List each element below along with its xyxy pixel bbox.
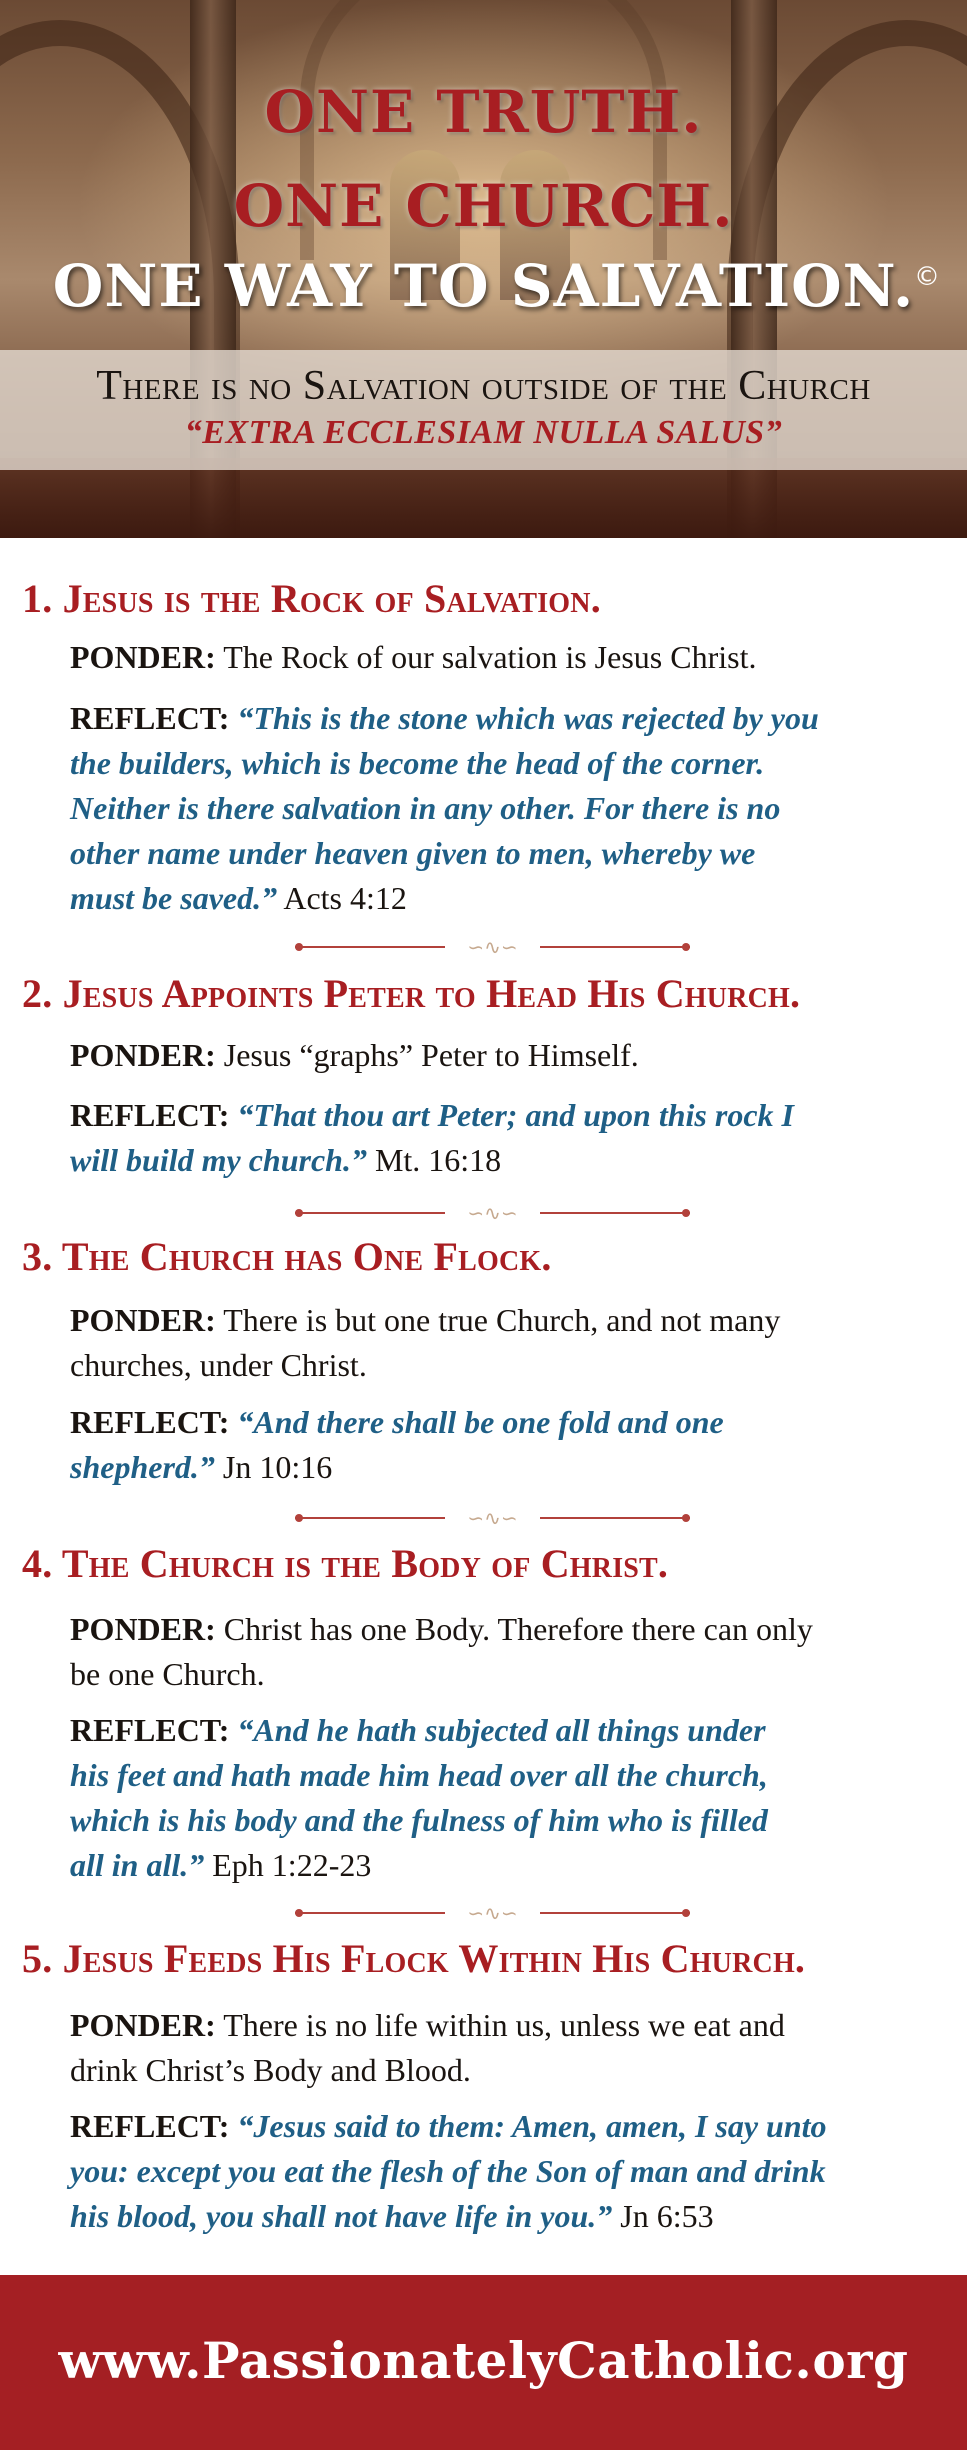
ponder-text: churches, under Christ.	[70, 1347, 367, 1383]
header-hero	[0, 0, 967, 538]
section-title: 3. The Church has One Flock.	[22, 1234, 552, 1279]
ponder-line	[70, 1033, 930, 1078]
divider-ornament: ∽∿∽	[467, 935, 518, 959]
reflect-label: REFLECT:	[70, 1097, 230, 1133]
reflect-label: REFLECT:	[70, 700, 230, 736]
scripture-reference: Acts 4:12	[283, 880, 407, 916]
reflect-quote-line: “And there shall be one fold and one	[237, 1404, 724, 1440]
reflect-block	[70, 2104, 930, 2239]
ornamental-divider	[295, 1203, 690, 1223]
ponder-text: There is no life within us, unless we eat and	[223, 2007, 785, 2043]
banner-latin: “EXTRA ECCLESIAM NULLA SALUS”	[184, 414, 783, 451]
motto-banner	[0, 350, 967, 470]
reflect-quote-line: which is his body and the fulness of him who is filled	[70, 1802, 768, 1838]
reflect-quote-line: “That thou art Peter; and upon this rock I	[237, 1097, 794, 1133]
ponder-text: Christ has one Body. Therefore there can only	[223, 1611, 813, 1647]
headline-line-1: ONE TRUTH.	[264, 78, 703, 146]
reflect-block	[70, 1093, 930, 1183]
ponder-line	[70, 635, 930, 680]
section-title: 5. Jesus Feeds His Flock Within His Church.	[22, 1936, 806, 1981]
website-link[interactable]: www.PassionatelyCatholic.org	[58, 2331, 909, 2390]
ponder-label: PONDER:	[70, 1611, 216, 1647]
divider-ornament: ∽∿∽	[467, 1201, 518, 1225]
ponder-text: The Rock of our salvation is Jesus Christ.	[223, 639, 757, 675]
ponder-text: There is but one true Church, and not many	[223, 1302, 781, 1338]
reflect-label: REFLECT:	[70, 1404, 230, 1440]
reflect-quote-line: “This is the stone which was rejected by you	[237, 700, 819, 736]
headline-line-3: ONE WAY TO SALVATION.	[52, 252, 915, 320]
ponder-label: PONDER:	[70, 639, 216, 675]
copyright-symbol: ©	[914, 262, 940, 292]
reflect-quote-line: “Jesus said to them: Amen, amen, I say unto	[237, 2108, 827, 2144]
reflect-block	[70, 696, 930, 921]
background-floor	[0, 458, 967, 538]
reflect-quote-line: other name under heaven given to men, whereby we	[70, 835, 756, 871]
reflect-quote-line: will build my church.”	[70, 1142, 367, 1178]
scripture-reference: Mt. 16:18	[374, 1142, 502, 1178]
ornamental-divider	[295, 937, 690, 957]
reflect-block	[70, 1708, 930, 1888]
reflect-block	[70, 1400, 930, 1490]
scripture-reference: Jn 6:53	[620, 2198, 714, 2234]
footer-bar	[0, 2275, 967, 2450]
ornamental-divider	[295, 1903, 690, 1923]
reflect-quote-line: his feet and hath made him head over all the church,	[70, 1757, 768, 1793]
reflect-quote-line: his blood, you shall not have life in you.”	[70, 2198, 613, 2234]
reflect-quote-line: you: except you eat the flesh of the Son of man and drink	[70, 2153, 826, 2189]
ponder-text: be one Church.	[70, 1656, 265, 1692]
reflect-quote-line: all in all.”	[70, 1847, 205, 1883]
ponder-label: PONDER:	[70, 2007, 216, 2043]
divider-ornament: ∽∿∽	[467, 1901, 518, 1925]
divider-ornament: ∽∿∽	[467, 1506, 518, 1530]
reflect-quote-line: the builders, which is become the head of the corner.	[70, 745, 765, 781]
scripture-reference: Jn 10:16	[222, 1449, 333, 1485]
reflect-label: REFLECT:	[70, 2108, 230, 2144]
ponder-label: PONDER:	[70, 1302, 216, 1338]
reflect-label: REFLECT:	[70, 1712, 230, 1748]
headline-line-2: ONE CHURCH.	[233, 172, 734, 240]
ponder-text: Jesus “graphs” Peter to Himself.	[223, 1037, 639, 1073]
ponder-label: PONDER:	[70, 1037, 216, 1073]
reflect-quote-line: Neither is there salvation in any other. For there is no	[70, 790, 781, 826]
section-title: 1. Jesus is the Rock of Salvation.	[22, 576, 601, 621]
reflect-quote-line: shepherd.”	[70, 1449, 215, 1485]
ponder-block	[70, 2003, 930, 2093]
reflect-quote-line: must be saved.”	[70, 880, 278, 916]
section-title: 2. Jesus Appoints Peter to Head His Church.	[22, 971, 801, 1016]
ornamental-divider	[295, 1508, 690, 1528]
section-title: 4. The Church is the Body of Christ.	[22, 1541, 669, 1586]
scripture-reference: Eph 1:22-23	[212, 1847, 372, 1883]
ponder-block	[70, 1607, 930, 1697]
ponder-text: drink Christ’s Body and Blood.	[70, 2052, 471, 2088]
ponder-block	[70, 1298, 930, 1388]
banner-text: There is no Salvation outside of the Church	[96, 363, 871, 409]
reflect-quote-line: “And he hath subjected all things under	[237, 1712, 766, 1748]
